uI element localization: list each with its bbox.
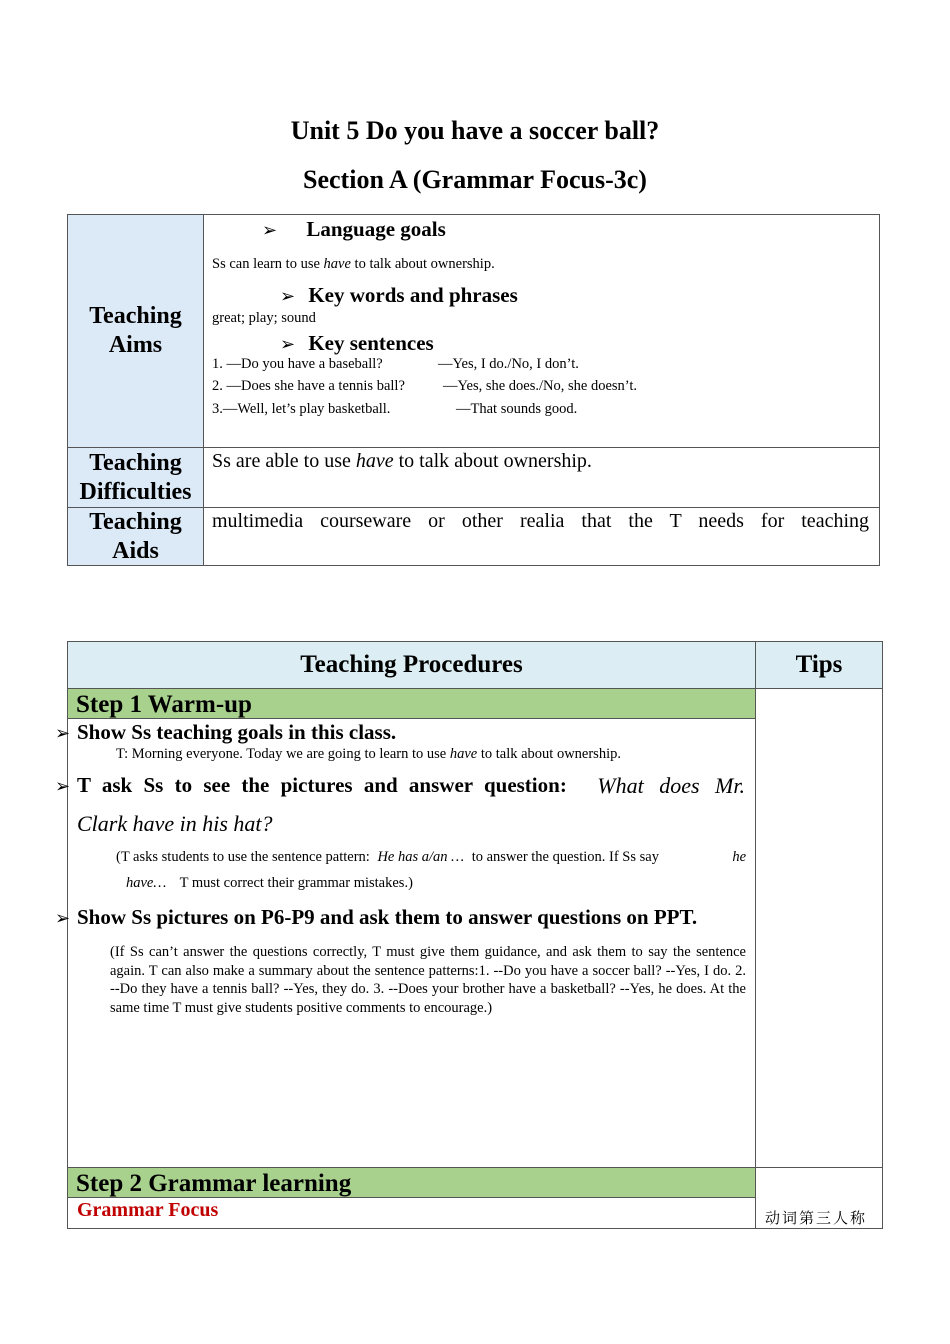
tip-verb-third-person: 动词第三人称 [765,1209,868,1227]
arrow-bullet-icon: ➢ [55,776,71,797]
key-sentences-bullet [280,331,434,356]
key-words-label: Key words and phrases [308,283,518,307]
aids-text: multimedia courseware or other realia that the T needs for teaching [212,510,869,532]
key-sentences-label: Key sentences [308,331,434,355]
arrow-bullet-icon: ➢ [262,220,278,241]
language-goals-text: Ss can learn to use have to talk about ownership. [212,256,495,272]
key-words-text: great; play; sound [212,310,316,326]
teaching-aims-table [67,214,880,566]
aims-content [204,215,879,447]
aids-header: Teaching Aids [68,508,204,565]
procedure-item-3-note: (If Ss can’t answer the questions correctly, T must give them guidance, and ask them to say the sentence again. T can also make a summary about the sentence patterns:1. --Do you have a soccer ball? --Yes, I do. 2. --Do they have a tennis ball? --Yes, they do. 3. --Does your brother have a basketball? --Yes, he does. At the same time T must give students positive comments to encourage.) [110,944,746,1016]
procedure-item-2-note: (T asks students to use the sentence pattern: He has a/an … to answer the question. If Ss say he have… T must correct their grammar mistakes.) [116,849,746,891]
language-goals-label: Language goals [306,217,446,241]
aims-header-line1: Teaching [89,303,182,329]
page-title: Unit 5 Do you have a soccer ball? [290,116,660,145]
arrow-bullet-icon: ➢ [280,286,296,307]
key-sentence-1-q: 1. —Do you have a baseball? [212,356,383,372]
procedure-item-2: ➢ T ask Ss to see the pictures and answer question: What does Mr. Clark have in his hat? [55,773,745,836]
step-1-heading: Step 1 Warm-up [68,689,755,719]
teaching-procedures-table [55,641,883,1229]
key-sentence-3-q: 3.—Well, let’s play basketball. [212,401,391,417]
key-sentence-2-a: —Yes, she does./No, she doesn’t. [443,378,638,394]
aims-header-line2: Aims [108,332,163,358]
difficulties-header: Teaching Difficulties [68,448,204,507]
aids-content [204,508,879,565]
difficulties-text: Ss are able to use have to talk about ownership. [212,450,592,472]
grammar-focus-label: Grammar Focus [77,1199,219,1221]
arrow-bullet-icon: ➢ [55,723,71,744]
arrow-bullet-icon: ➢ [280,334,296,355]
key-sentence-3-a: —That sounds good. [456,401,578,417]
aims-header [68,215,204,447]
procedures-header: Teaching Procedures [68,642,755,688]
procedure-item-1-note: T: Morning everyone. Today we are going to learn to use have to talk about ownership. [116,746,621,762]
arrow-bullet-icon: ➢ [55,908,71,929]
procedure-item-3: ➢ Show Ss pictures on P6-P9 and ask them to answer questions on PPT. [55,905,698,929]
key-sentence-1-a: —Yes, I do./No, I don’t. [438,356,579,372]
key-sentence-2-q: 2. —Does she have a tennis ball? [212,378,405,394]
key-words-bullet [280,283,518,308]
page-subtitle: Section A (Grammar Focus-3c) [303,165,647,194]
tips-header: Tips [756,642,882,688]
procedure-item-1: ➢ Show Ss teaching goals in this class. [55,720,397,744]
language-goals-bullet [262,217,446,242]
step-2-heading: Step 2 Grammar learning [68,1168,755,1198]
difficulties-content [204,448,879,507]
